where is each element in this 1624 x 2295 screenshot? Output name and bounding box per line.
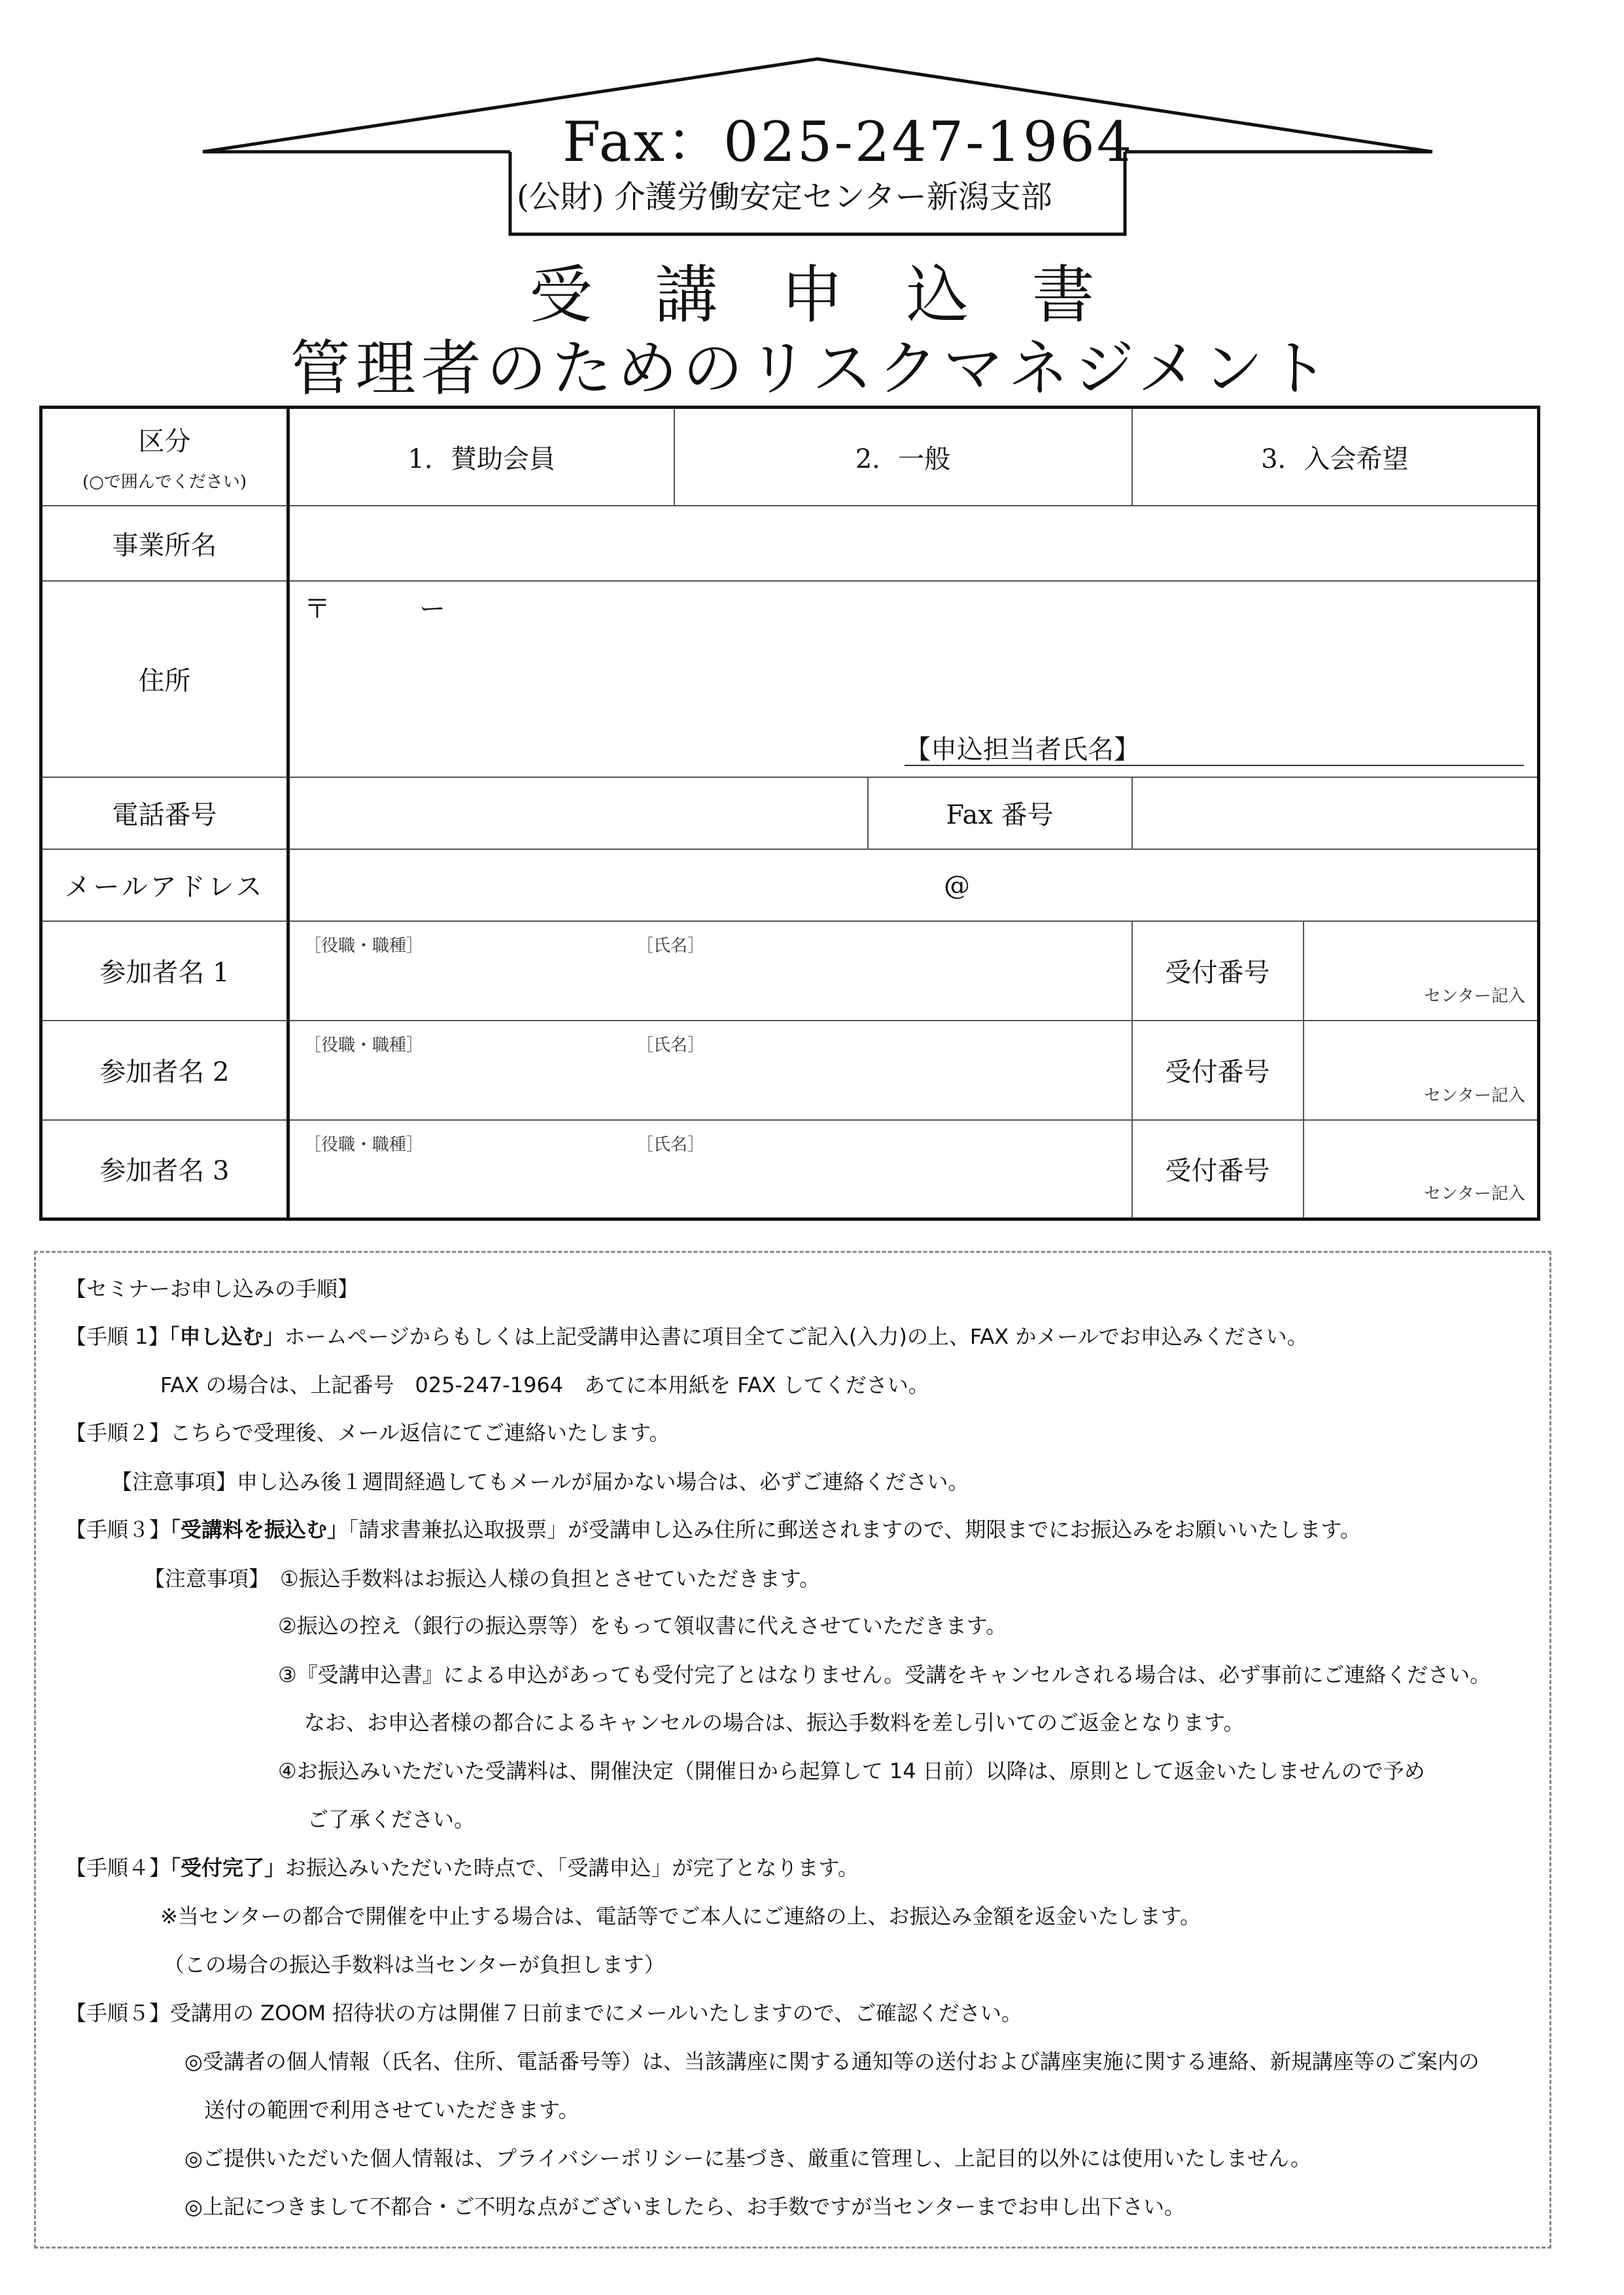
reception-label-2: 受付番号 [1132,1021,1304,1120]
step-3: 【手順３】「受講料を振込む」「請求書兼払込取扱票」が受講申し込み住所に郵送されますので、期限までにお振込みをお願いいたします。 [65,1517,1361,1542]
step-4-note-1: ※当センターの都合で開催を中止する場合は、電話等でご本人にご連絡の上、お振込み金額を返金いたします。 [160,1904,1201,1929]
step-4-note-2: （この場合の振込手数料は当センターが負担します） [164,1952,665,1977]
fax-label: Fax 番号 [946,800,1054,830]
step-3-note-2: ②振込の控え（銀行の振込票等）をもって領収書に代えさせていただきます。 [278,1613,1007,1638]
address-field[interactable] [288,581,1539,777]
category-option-1[interactable]: 1．賛助会員 [288,408,674,506]
participant-label-1: 参加者名 1 [41,921,288,1021]
postal-mark: 〒 [304,593,330,624]
category-row [41,408,1539,506]
reception-number-field-1 [1304,921,1539,1021]
form-title: 受講申込書 [529,258,1158,332]
step-2-note: 【注意事項】申し込み後１週間経過してもメールが届かない場合は、必ずご連絡ください。 [111,1469,969,1494]
step-3-note-1: 【注意事項】 ①振込手数料はお振込人様の負担とさせていただきます。 [144,1566,821,1591]
category-label-cell [41,408,288,506]
privacy-note-2: ◎ご提供いただいた個人情報は、プライバシーポリシーに基づき、厳重に管理し、上記目的以外には使用いたしません。 [184,2146,1311,2171]
participant-field-1[interactable] [288,921,1132,1021]
name-hint: ［氏名］ [636,1035,705,1055]
contact-signature-line [905,765,1524,766]
role-hint: ［役職・職種］ [304,1035,424,1055]
step-3-note-3b: なお、お申込者様の都合によるキャンセルの場合は、振込手数料を差し引いてのご返金となります。 [304,1710,1245,1735]
phone-row [41,777,1539,849]
step-3-note-4b: ご了承ください。 [307,1807,475,1832]
privacy-note-1: ◎受講者の個人情報（氏名、住所、電話番号等）は、当該講座に関する通知等の送付および講座実施に関する連絡、新規講座等のご案内の [184,2049,1479,2074]
office-name-field[interactable] [288,506,1539,581]
participant-field-2[interactable] [288,1021,1132,1120]
reception-number-field-3 [1304,1120,1539,1219]
step-1-fax: FAX の場合は、上記番号 025-247-1964 あてに本用紙を FAX してください。 [160,1373,929,1397]
category-option-2[interactable]: 2．一般 [674,408,1132,506]
email-label: メールアドレス [41,849,288,921]
step-4: 【手順４】「受付完了」お振込みいただいた時点で、「受講申込」が完了となります。 [65,1855,859,1880]
step-2: 【手順２】こちらで受理後、メール返信にてご連絡いたします。 [65,1420,670,1445]
at-sign: @ [944,870,970,901]
step-5: 【手順５】受講用の ZOOM 招待状の方は開催７日前までにメールいたしますので、ご確認ください。 [65,2001,1022,2025]
seminar-title: 管理者のためのリスクマネジメント [290,334,1334,404]
fax-field[interactable] [1132,777,1539,849]
privacy-note-1b: 送付の範囲で利用させていただきます。 [204,2097,579,2122]
email-row [41,849,1539,921]
center-note: センター記入 [1424,1184,1526,1204]
participant-field-3[interactable] [288,1120,1132,1219]
participant-row-1 [41,921,1539,1021]
phone-label: 電話番号 [41,777,288,849]
organization-name: (公財) 介護労働安定センター新潟支部 [517,179,1052,215]
step-3-note-4: ④お振込みいただいた受講料は、開催決定（開催日から起算して 14 日前）以降は、原則として返金いたしませんので予め [278,1759,1425,1783]
postal-dash: ー [419,593,445,624]
address-label: 住所 [41,581,288,777]
office-row [41,506,1539,581]
category-label: 区分 [138,427,191,457]
office-label: 事業所名 [41,506,288,581]
privacy-note-3: ◎上記につきまして不都合・ご不明な点がございましたら、お手数ですが当センターまでお申し出下さい。 [184,2194,1186,2219]
participant-row-3 [41,1120,1539,1219]
participant-row-2 [41,1021,1539,1120]
instructions-heading: 【セミナーお申し込みの手順】 [65,1276,359,1301]
reception-label-1: 受付番号 [1132,921,1304,1021]
category-sublabel: (○で囲んでください) [82,472,247,493]
role-hint: ［役職・職種］ [304,1134,424,1155]
address-row [41,581,1539,777]
name-hint: ［氏名］ [636,1134,705,1155]
fax-number: Fax：025-247-1964 [562,110,1134,174]
participant-label-2: 参加者名 2 [41,1021,288,1120]
application-form-table [39,406,1540,1221]
step-3-note-3: ③『受講申込書』による申込があっても受付完了とはなりません。受講をキャンセルされる場合は、必ず事前にご連絡ください。 [278,1662,1491,1687]
fax-label-cell [868,777,1132,849]
reception-number-field-2 [1304,1021,1539,1120]
participant-label-3: 参加者名 3 [41,1120,288,1219]
center-note: センター記入 [1424,986,1526,1006]
email-field[interactable] [288,849,1539,921]
name-hint: ［氏名］ [636,936,705,956]
reception-label-3: 受付番号 [1132,1120,1304,1219]
category-option-3[interactable]: 3．入会希望 [1132,408,1539,506]
center-note: センター記入 [1424,1085,1526,1106]
contact-person-label: 【申込担当者氏名】 [905,734,1140,765]
step-1: 【手順 1】「申し込む」ホームページからもしくは上記受講申込書に項目全てご記入(入力)の上、FAX かメールでお申込みください。 [65,1324,1308,1349]
phone-field[interactable] [288,777,868,849]
role-hint: ［役職・職種］ [304,936,424,956]
